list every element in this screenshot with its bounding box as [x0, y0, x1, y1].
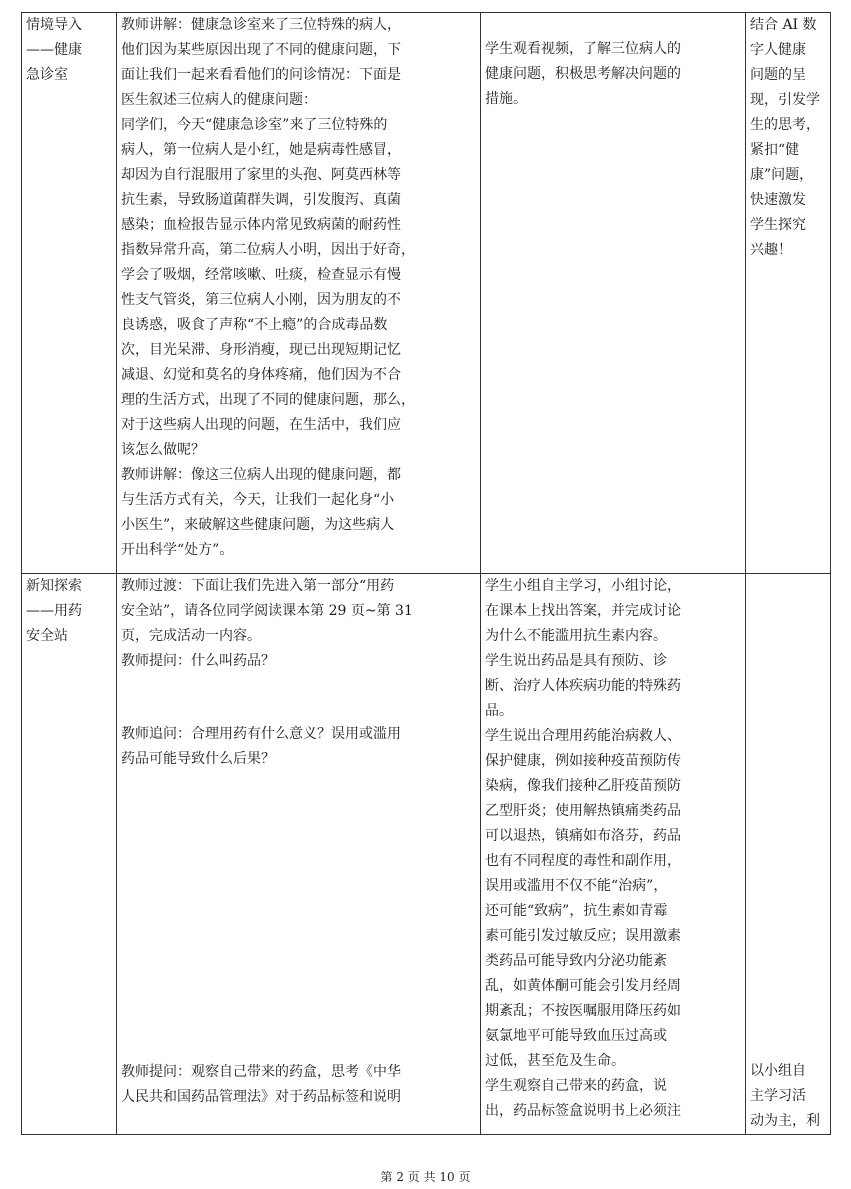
stage-cell — [22, 13, 117, 574]
text-line: 生的思考， — [750, 117, 820, 133]
text-line: 减退、幻觉和莫名的身体疼痛，他们因为不合 — [121, 367, 401, 383]
text-line: 误用或滥用不仅不能“治病”， — [485, 878, 668, 894]
text-line: 素可能引发过敏反应；误用激素 — [485, 928, 681, 944]
page-number-footer: 第 2 页 共 10 页 — [380, 1170, 471, 1184]
table-row — [22, 13, 831, 574]
text-line: 药品可能导致什么后果？ — [121, 751, 275, 767]
text-line: 保护健康，例如接种疫苗预防传 — [485, 753, 681, 769]
text-line: 动为主，利 — [750, 1113, 820, 1129]
stage-cell — [22, 574, 117, 1135]
text-line: 学生观看视频，了解三位病人的 — [485, 41, 681, 57]
stage-line: 急诊室 — [26, 67, 68, 83]
text-line: 教师讲解：像这三位病人出现的健康问题，都 — [121, 467, 401, 483]
text-line: 氨氯地平可能导致血压过高或 — [485, 1028, 667, 1044]
text-line: 学生小组自主学习，小组讨论， — [485, 578, 681, 594]
text-line: 良诱惑，吸食了声称“不上瘾”的合成毒品数 — [121, 317, 388, 333]
design-intent-cell — [746, 574, 831, 1135]
text-line: 健康问题，积极思考解决问题的 — [485, 66, 681, 82]
stage-line: 新知探索 — [26, 578, 82, 594]
text-line: 类药品可能导致内分泌功能紊 — [485, 953, 667, 969]
text-line: 为什么不能滥用抗生素内容。 — [485, 628, 667, 644]
text-line: 抗生素，导致肠道菌群失调，引发腹泻、真菌 — [121, 192, 401, 208]
text-line: 却因为自行混服用了家里的头孢、阿莫西林等 — [121, 167, 401, 183]
text-line: 问题的呈 — [750, 67, 806, 83]
text-line: 兴趣！ — [750, 242, 792, 258]
table-row — [22, 574, 831, 1135]
text-line: 教师追问：合理用药有什么意义？误用或滥用 — [121, 726, 401, 742]
text-line: 结合 AI 数 — [750, 17, 817, 33]
text-line: 与生活方式有关，今天，让我们一起化身“小 — [121, 492, 395, 508]
text-line: 教师过渡：下面让我们先进入第一部分“用药 — [121, 578, 395, 594]
design-intent-cell — [746, 13, 831, 574]
text-line: 理的生活方式，出现了不同的健康问题，那么， — [121, 392, 415, 408]
text-line: 断、治疗人体疾病功能的特殊药 — [485, 678, 681, 694]
text-line: 快速激发 — [750, 192, 806, 208]
text-line: 学生说出药品是具有预防、诊 — [485, 653, 667, 669]
text-line: 学生说出合理用药能治病救人、 — [485, 728, 681, 744]
text-line: 开出科学“处方”。 — [121, 542, 234, 558]
text-line: 性支气管炎，第三位病人小刚，因为朋友的不 — [121, 292, 401, 308]
text-line: 期紊乱；不按医嘱服用降压药如 — [485, 1003, 681, 1019]
text-line: 还可能“致病”，抗生素如青霉 — [485, 903, 668, 919]
text-line: 小医生”，来破解这些健康问题，为这些病人 — [121, 517, 395, 533]
text-line: 染病，像我们接种乙肝疫苗预防 — [485, 778, 681, 794]
text-line: 品。 — [485, 703, 513, 719]
text-line: 字人健康 — [750, 42, 806, 58]
text-line: 乙型肝炎；使用解热镇痛类药品 — [485, 803, 681, 819]
text-line: 教师讲解：健康急诊室来了三位特殊的病人， — [121, 17, 401, 33]
stage-line: ——用药 — [26, 603, 82, 619]
text-line: 现，引发学 — [750, 92, 820, 108]
text-line: 他们因为某些原因出现了不同的健康问题，下 — [121, 42, 401, 58]
text-line: 学生观察自己带来的药盒，说 — [485, 1078, 667, 1094]
teacher-activity-cell — [117, 574, 481, 1135]
text-line: 该怎么做呢？ — [121, 442, 205, 458]
text-line: 紧扣“健 — [750, 142, 800, 158]
text-line: 次，目光呆滞、身形消瘦，现已出现短期记忆 — [121, 342, 401, 358]
text-line: 措施。 — [485, 91, 527, 107]
text-line: 指数异常升高，第二位病人小明，因出于好奇， — [121, 242, 415, 258]
text-line: 同学们，今天“健康急诊室”来了三位特殊的 — [121, 117, 388, 133]
text-line: 乱，如黄体酮可能会引发月经周 — [485, 978, 681, 994]
text-line: 医生叙述三位病人的健康问题： — [121, 92, 317, 108]
text-line: 可以退热，镇痛如布洛芬，药品 — [485, 828, 681, 844]
text-line: 在课本上找出答案，并完成讨论 — [485, 603, 681, 619]
teacher-activity-cell — [117, 13, 481, 574]
text-line: 也有不同程度的毒性和副作用， — [485, 853, 681, 869]
stage-line: ——健康 — [26, 42, 82, 58]
lesson-plan-table — [21, 12, 831, 1135]
text-line: 教师提问：什么叫药品？ — [121, 653, 275, 669]
text-line: 出，药品标签盒说明书上必须注 — [485, 1103, 681, 1119]
text-line: 安全站”，请各位同学阅读课本第 29 页~第 31 — [121, 603, 413, 619]
text-line: 人民共和国药品管理法》对于药品标签和说明 — [121, 1089, 401, 1105]
text-line: 面让我们一起来看看他们的问诊情况：下面是 — [121, 67, 401, 83]
text-line: 教师提问：观察自己带来的药盒，思考《中华 — [121, 1064, 401, 1080]
text-line: 学会了吸烟，经常咳嗽、吐痰，检查显示有慢 — [121, 267, 401, 283]
text-line: 康”问题， — [750, 167, 814, 183]
stage-line: 情境导入 — [26, 17, 82, 33]
student-activity-cell — [481, 574, 746, 1135]
text-line: 对于这些病人出现的问题，在生活中，我们应 — [121, 417, 401, 433]
text-line: 主学习活 — [750, 1088, 806, 1104]
text-line: 以小组自 — [750, 1063, 806, 1079]
text-line: 过低，甚至危及生命。 — [485, 1053, 625, 1069]
text-line: 感染；血检报告显示体内常见致病菌的耐药性 — [121, 217, 401, 233]
text-line: 病人，第一位病人是小红，她是病毒性感冒， — [121, 142, 401, 158]
stage-line: 安全站 — [26, 628, 68, 644]
text-line: 页，完成活动一内容。 — [121, 628, 261, 644]
text-line: 学生探究 — [750, 217, 806, 233]
student-activity-cell — [481, 13, 746, 574]
